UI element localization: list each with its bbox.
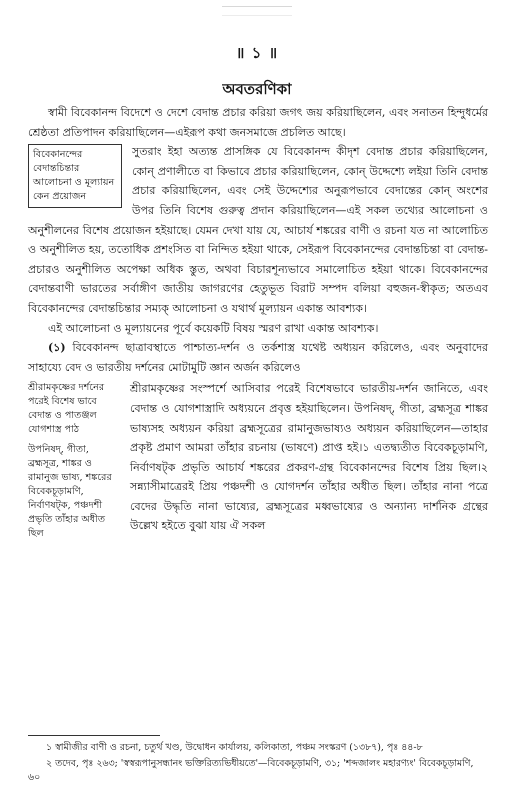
footnote-2: ২ তদেব, পৃঃ ২৬৩; 'স্বস্বরূপানুসন্ধানং ভক্তিরিত্যভিধীয়তে'—বিবেকচূড়ামণি, ৩১; 'শব্দজালং মহারণ্যং' বিবেকচূড়ামণি, ৬০ <box>28 758 474 783</box>
main-text <box>28 103 488 545</box>
running-header-mark <box>222 6 292 16</box>
paragraph-3-intro: বিবেকানন্দ ছাত্রাবস্থাতে পাশ্চাত্য-দর্শন ও তর্কশাস্ত্র যথেষ্ট অধ্যয়ন করিলেও, এবং অনুবাদের সাহায্যে বেদ ও ভারতীয় দর্শনের মোটামুটি জ্ঞান অর্জন করিলেও <box>28 341 488 374</box>
item-number: (১) <box>48 341 66 355</box>
paragraph-3-body: শ্রীরামকৃষ্ণের সংস্পর্শে আসিবার পরেই বিশেষভাবে ভারতীয়-দর্শন জানিতে, এবং বেদান্ত ও যোগশাস্ত্রাদি অধ্যয়নে প্রবৃত্ত হইয়াছিলেন। উপনিষদ্, গীতা, ব্রহ্মসূত্র শাঙ্কর ভাষ্যসহ অধ্যয়ন করিয়া ব্রহ্মসূত্রের রামানুজভাষ্যও অধ্যয়ন করিয়াছিলেন—তাহার প্রকৃষ্ট প্রমাণ আমরা তাঁহার রচনায় (ভাষণে) প্রাপ্ত হই।১ এতদ্ব্যতীত বিবেকচূড়ামণি, নির্বাণষট্ক প্রভৃতি আচার্য শঙ্করের প্রকরণ-গ্রন্থ বিবেকানন্দের বিশেষ প্রিয় ছিল।২ সন্ন্যাসীমাত্রেরই প্রিয় পঞ্চদশী ও যোগদর্শন তাঁহার অধীত ছিল। তাঁহার নানা পত্রে বেদের উদ্ধৃতি নানা ভাষ্যের, ব্রহ্মসূত্রের মধ্বভাষ্যের ও অন্যান্য দার্শনিক গ্রন্থের উল্লেখ হইতে বুঝা যায় ঐ সকল <box>130 382 488 533</box>
paragraph-1-intro: স্বামী বিবেকানন্দ বিদেশে ও দেশে বেদান্ত প্রচার করিয়া জগৎ জয় করিয়াছিলেন, এবং সনাতন হিন্দুধর্মের শ্রেষ্ঠতা প্রতিপাদন করিয়াছিলেন—এইরূপ কথা জনসমাজে প্রচলিত আছে। <box>28 106 488 139</box>
paragraph-1-body: সুতরাং ইহা অত্যন্ত প্রাসঙ্গিক যে বিবেকানন্দ কীদৃশ বেদান্ত প্রচার করিয়াছিলেন, কোন্ প্রণালীতে বা কিভাবে প্রচার করিয়াছিলেন, কোন্ উদ্দেশ্যে লইয়া তিনি বেদান্ত প্রচার করিয়াছিলেন, এবং সেই উদ্দেশ্যের অনুরূপভাবে বেদান্তের কোন্ অংশের উপর তিনি বিশেষ গুরুত্ব প্রদান করিয়াছিলেন—এই সকল তথ্যের আলোচনা ও অনুশীলনের বিশেষ প্রয়োজন হইয়াছে। যেমন দেখা যায় যে, আচার্য শঙ্করের বাণী ও রচনা যত না আলোচিত ও অনুশীলিত হয়, ততোধিক প্রশংসিত বা নিন্দিত হইয়া থাকে, সেইরূপ বিবেকানন্দের বেদান্তচিন্তা বা বেদান্ত-প্রচারও অনুশীলিত অপেক্ষা অধিক স্তুত, অথবা বিচারশূন্যভাবে সমালোচিত হইয়া থাকে। বিবেকানন্দের বেদান্তবাণী ভারতের সর্বাঙ্গীণ জাতীয় জাগরণের হেতুভূত বিরাট সম্পদ বলিয়া বহুজন-স্বীকৃত; অতএব বিবেকানন্দের বেদান্তচিন্তার সম্যক্ আলোচনা ও যথার্থ মূল্যায়ন একান্ত আবশ্যক। <box>28 145 488 315</box>
side-note-3: উপনিষদ্, গীতা, ব্রহ্মসূত্র, শাঙ্কর ও রামানুজ ভাষ্য, শঙ্করের বিবেকচূড়ামণি, নির্বাণষট্ক, পঞ্চদশী প্রভৃতি তাঁহার অধীত ছিল <box>28 444 112 540</box>
footnote-divider <box>28 735 160 736</box>
paragraph-2: এই আলোচনা ও মূল্যায়নের পূর্বে কয়েকটি বিষয় স্মরণ রাখা একান্ত আবশ্যক। <box>48 321 379 335</box>
paragraph-3 <box>28 338 488 377</box>
footnote-1: ১ স্বামীজীর বাণী ও রচনা, চতুর্থ খণ্ড, উদ্বোধন কার্যালয়, কলিকাতা, পঞ্চম সংস্করণ (১৩৮৭), পৃঃ ৪৪-৮ <box>46 742 423 753</box>
side-note-1: বিবেকানন্দের বেদান্তচিন্তার আলোচনা ও মূল্যায়ন কেন প্রয়োজন <box>28 144 122 208</box>
side-note-2: শ্রীরামকৃষ্ণের দর্শনের পরেই বিশেষ ভাবে বেদান্ত ও পাতঞ্জল যোগশাস্ত্র পাঠ <box>28 382 105 436</box>
footnotes <box>28 741 488 787</box>
chapter-title: অবতরণিকা <box>222 80 292 98</box>
chapter-number: ॥ ১ ॥ <box>235 44 279 62</box>
